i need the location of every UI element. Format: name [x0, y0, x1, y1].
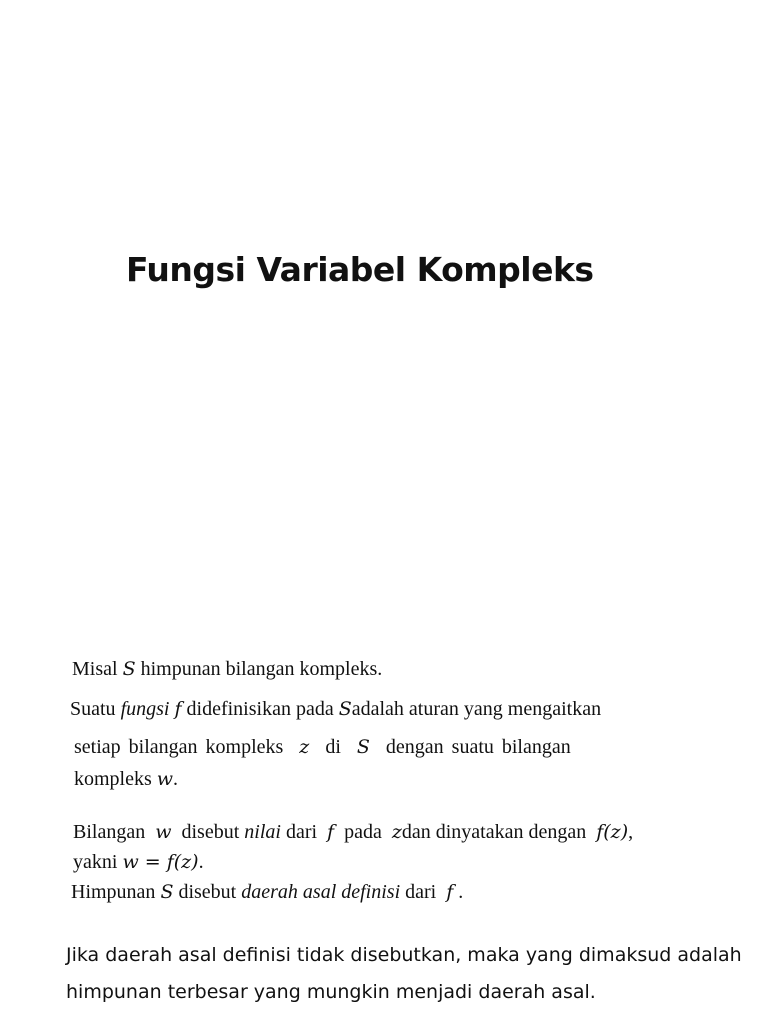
var-f: f	[446, 881, 454, 903]
set-s: S	[160, 881, 174, 903]
text: dan dinyatakan dengan	[401, 821, 587, 843]
text: kompleks	[74, 768, 152, 790]
set-s: S	[122, 658, 136, 680]
text: disebut	[178, 881, 237, 903]
value-line-2	[73, 850, 204, 874]
text: .	[198, 851, 204, 873]
text: .	[173, 768, 179, 790]
var-f: f	[327, 821, 335, 843]
text: .	[458, 881, 464, 903]
expr-w-eq-fz: w = f(z)	[122, 851, 199, 873]
value-line-1	[73, 820, 633, 844]
var-f: f	[174, 698, 182, 720]
text: disebut	[181, 821, 240, 843]
set-s: S	[338, 698, 352, 720]
text: di	[325, 736, 341, 758]
definition-line-3	[74, 735, 571, 759]
definition-line-2	[70, 697, 601, 721]
text: adalah aturan yang mengaitkan	[351, 698, 602, 720]
note-line-1: Jika daerah asal definisi tidak disebutkan, maka yang dimaksud adalah	[66, 944, 742, 966]
text: didefinisikan pada	[186, 698, 334, 720]
term-nilai: nilai	[244, 821, 281, 843]
text: dari	[285, 821, 318, 843]
set-s: S	[356, 736, 370, 758]
text: himpunan bilangan kompleks.	[140, 658, 383, 680]
text: Bilangan	[73, 821, 146, 843]
text: pada	[344, 821, 382, 843]
text: yakni	[73, 851, 118, 873]
text: dengan suatu bilangan	[385, 736, 571, 758]
text: Suatu	[70, 698, 116, 720]
text: Himpunan	[71, 881, 156, 903]
text: ,	[628, 821, 634, 843]
definition-line-1	[72, 657, 382, 681]
text: setiap bilangan kompleks	[74, 736, 284, 758]
domain-line-1	[71, 880, 463, 904]
term-fungsi: fungsi	[120, 698, 170, 720]
definition-line-4	[74, 767, 178, 791]
page-title: Fungsi Variabel Kompleks	[126, 250, 594, 289]
var-w: w	[155, 821, 172, 843]
note-line-2: himpunan terbesar yang mungkin menjadi daerah asal.	[66, 981, 596, 1003]
var-w: w	[156, 768, 174, 790]
term-daerah-asal: daerah asal definisi	[241, 881, 401, 903]
text: dari	[405, 881, 437, 903]
text: Misal	[72, 658, 118, 680]
var-z: z	[391, 821, 402, 843]
expr-fz: f(z)	[596, 821, 629, 843]
var-z: z	[299, 736, 310, 758]
